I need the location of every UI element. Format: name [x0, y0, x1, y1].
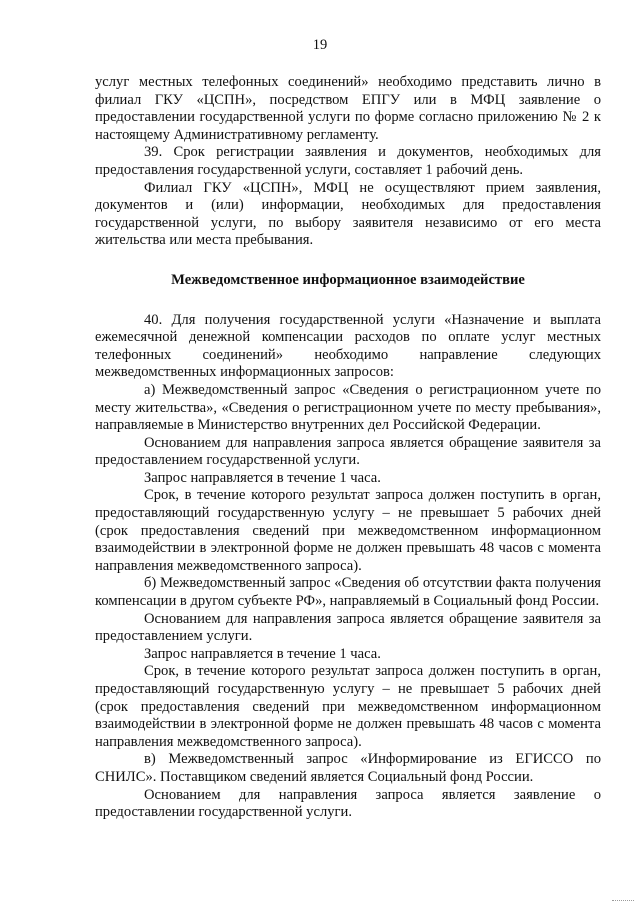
paragraph-timing-a: Запрос направляется в течение 1 часа. — [144, 469, 381, 486]
paragraph-deadline-a: Срок, в течение которого результат запроса должен поступить в орган, предоставляющий государственную услугу – не превышает 5 рабочих дней (срок предоставления сведений при межведомственном информационном взаимодействии в электронной форме не должен превышать 48 часов с момента направления межведомственного запроса). — [95, 487, 601, 574]
paragraph-item-v: в) Межведомственный запрос «Информирование из ЕГИССО по СНИЛС». Поставщиком сведений является Социальный фонд России. — [95, 751, 601, 785]
paragraph-item-a: а) Межведомственный запрос «Сведения о регистрационном учете по месту жительства», «Сведения о регистрационном учете по месту пребывания», направляемые в Министерство внутренних дел Российской Федерации. — [95, 381, 601, 434]
paragraph-basis-a: Основанием для направления запроса является обращение заявителя за предоставлением государственной услуги. — [95, 434, 601, 469]
scan-mark — [612, 900, 634, 903]
document-body — [95, 74, 601, 822]
section-heading: Межведомственное информационное взаимодействие — [171, 271, 525, 288]
paragraph-item-b: б) Межведомственный запрос «Сведения об отсутствии факта получения компенсации в другом субъекте РФ», направляемый в Социальный фонд России. — [95, 575, 601, 610]
paragraph-39: 39. Срок регистрации заявления и документов, необходимых для предоставления государственной услуги, составляет 1 рабочий день. — [95, 144, 601, 178]
paragraph-continuation: услуг местных телефонных соединений» необходимо представить лично в филиал ГКУ «ЦСПН», посредством ЕПГУ или в МФЦ заявление о предоставлении государственной услуги по форме согласно приложению № 2 к настоящему Административному регламенту. — [95, 74, 601, 143]
paragraph-40: 40. Для получения государственной услуги «Назначение и выплата ежемесячной денежной компенсации расходов по оплате услуг местных телефонных соединений» необходимо направление следующих межведомственных информационных запросов: — [95, 311, 601, 381]
paragraph-timing-b: Запрос направляется в течение 1 часа. — [144, 645, 381, 662]
paragraph-deadline-b: Срок, в течение которого результат запроса должен поступить в орган, предоставляющий государственную услугу – не превышает 5 рабочих дней (срок предоставления сведений при межведомственном информационном взаимодействии в электронной форме не должен превышать 48 часов с момента направления межведомственного запроса). — [95, 663, 601, 750]
paragraph-basis-b: Основанием для направления запроса является обращение заявителя за предоставлением услуги. — [95, 610, 601, 645]
paragraph-basis-v: Основанием для направления запроса является заявление о предоставлении государственной услуги. — [95, 786, 601, 821]
paragraph-filial: Филиал ГКУ «ЦСПН», МФЦ не осуществляют прием заявления, документов и (или) информации, необходимых для предоставления государственной услуги, по выбору заявителя независимо от его места жительства или места пребывания. — [95, 179, 601, 249]
page-number: 19 — [312, 37, 328, 53]
